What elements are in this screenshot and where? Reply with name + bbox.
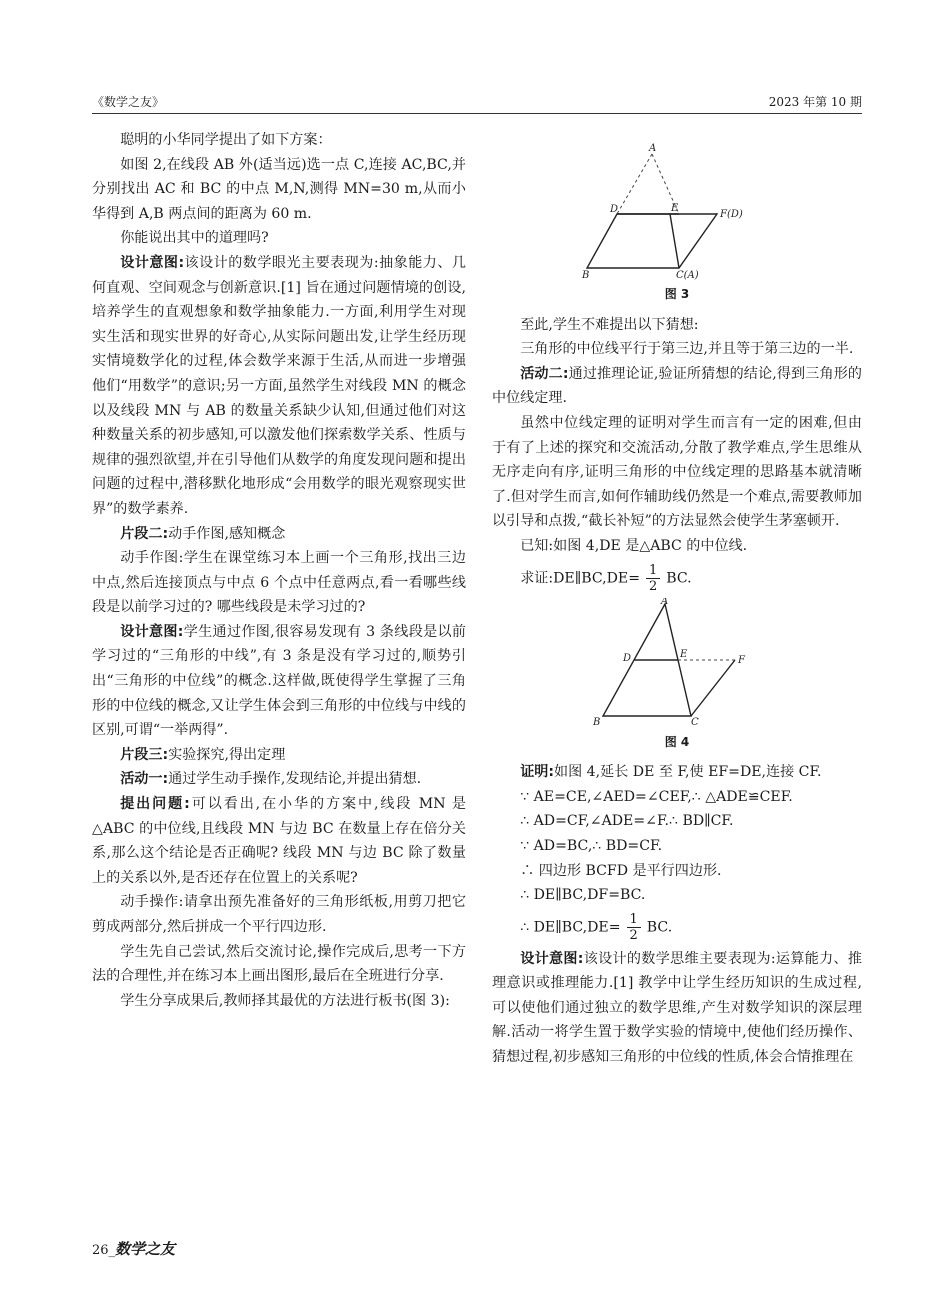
paragraph: 聪明的小华同学提出了如下方案：	[120, 132, 332, 148]
paragraph: 至此,学生不难提出以下猜想:	[520, 316, 699, 333]
figure-4-caption: 图 4	[664, 734, 690, 749]
proof-step: ∴ AD=CF,∠ADE=∠F.∴ BD∥CF.	[520, 813, 734, 830]
proof-steps	[492, 785, 862, 908]
running-header	[92, 88, 862, 114]
figure-4	[587, 598, 767, 728]
paragraph: 设计意图:该设计的数学思维主要表现为:运算能力、推理意识或推理能力.[1] 教学中让学生经历知识的生成过程,可以使他们通过独立的数学思维,产生对数学知识的深层理解.活动一将学生置于数学实验的情境中,使他们经历操作、猜想过程,初步感知三角形的中位线的性质,体会合情推理在	[492, 950, 863, 1066]
prove-statement: 求证:DE∥BC,DE= $\frac{1}{2}$ BC.	[520, 562, 692, 594]
label-e: E	[671, 203, 679, 214]
label-d: D	[623, 652, 632, 664]
paragraph: 设计意图:该设计的数学眼光主要表现为:抽象能力、几何直观、空间观念与创新意识.[1] 旨在通过问题情境的创设,培养学生的直观想象和数学抽象能力.一方面,利用学生对现实生活和现实世界的好奇心,从实际问题出发,让学生经历现实情境数学化的过程,体会数学来源于生活,从而进一步增强他们“用数学”的意识;另一方面,虽然学生对线段 MN 的概念以及线段 MN 与 AB 的数量关系缺少认知,但通过他们对这种数量关系的初步感知,可以激发他们探索数学关系、性质与规律的强烈欲望,并在引导他们从数学的角度发现问题和提出问题的过程中,潜移默化地形成“会用数学的眼光观察现实世界”的数学素养.	[92, 254, 466, 517]
label-b: B	[593, 716, 601, 728]
footer-magazine: 数学之友	[115, 1240, 176, 1258]
paragraph: 虽然中位线定理的证明对学生而言有一定的困难,但由于有了上述的探究和交流活动,分散了教学难点,学生思维从无序走向有序,证明三角形的中位线定理的思路基本就清晰了.但对学生而言,如何作辅助线仍然是一个难点,需要教师加以引导和点拨,“截长补短”的方法显然会使学生茅塞顿开.	[492, 414, 862, 530]
conclusion: ∴ DE∥BC,DE= $\frac{1}{2}$ BC.	[520, 911, 673, 943]
section-heading: 片段二:动手作图,感知概念	[120, 525, 286, 542]
page-number: 26	[92, 1243, 109, 1258]
proof-step: ∴ 四边形 BCFD 是平行四边形.	[520, 862, 722, 879]
proof-intro: 证明:如图 4,延长 DE 至 F,使 EF=DE,连接 CF.	[520, 764, 822, 781]
paragraph: 活动一:通过学生动手操作,发现结论,并提出猜想.	[120, 771, 422, 788]
label-f: F	[738, 654, 745, 666]
proof-step: ∵ AD=BC,∴ BD=CF.	[520, 837, 663, 854]
label-b: B	[582, 270, 590, 280]
paragraph: 动手操作:请拿出预先准备好的三角形纸板,用剪刀把它剪成两部分,然后拼成一个平行四边形.	[92, 894, 466, 935]
paragraph: 活动二:通过推理论证,验证所猜想的结论,得到三角形的中位线定理.	[492, 365, 862, 407]
label-e: E	[680, 648, 688, 660]
paragraph: 动手作图:学生在课堂练习本上画一个三角形,找出三边中点,然后连接顶点与中点 6 个点中任意两点,看一看哪些线段是以前学习过的? 哪些线段是未学习过的?	[92, 550, 466, 616]
paragraph: 学生分享成果后,教师择其最优的方法进行板书(图 3):	[120, 992, 450, 1009]
proof-step: ∵ AE=CE,∠AED=∠CEF,∴ △ADE≌CEF.	[520, 788, 793, 805]
paragraph: 已知:如图 4,DE 是△ABC 的中位线.	[520, 537, 748, 554]
page-footer: 26_数学之友	[92, 1240, 176, 1258]
label-a: A	[661, 597, 669, 607]
proof-step: ∴ DE∥BC,DF=BC.	[520, 887, 646, 904]
paragraph: 设计意图:学生通过作图,很容易发现有 3 条线段是以前学习过的“三角形的中线”,有 3 条是没有学习过的,顺势引出“三角形的中位线”的概念.这样做,既使得学生掌握了三角形的中位线的概念,又让学生体会到三角形的中位线与中线的区别,可谓“一举两得”.	[92, 623, 467, 739]
journal-name: 《数学之友》	[92, 95, 165, 109]
paragraph: 三角形的中位线平行于第三边,并且等于第三边的一半.	[520, 341, 854, 358]
paragraph: 如图 2,在线段 AB 外(适当远)选一点 C,连接 AC,BC,并分别找出 AC 和 BC 的中点 M,N,测得 MN=30 m,从而小华得到 A,B 两点间的距离为 60 m.	[92, 156, 466, 222]
label-d: D	[610, 204, 619, 215]
paragraph: 你能说出其中的道理吗?	[120, 230, 269, 247]
figure-3-caption: 图 3	[664, 287, 690, 301]
paragraph: 提出问题:可以看出,在小华的方案中,线段 MN 是△ABC 的中位线,且线段 MN 与边 BC 在数量上存在倍分关系,那么这个结论是否正确呢? 线段 MN 与边 BC 除了数量上的关系以外,是否还存在位置上的关系呢?	[92, 796, 467, 886]
section-heading: 片段三:实验探究,得出定理	[120, 746, 286, 763]
left-column	[92, 128, 466, 1013]
paragraph: 学生先自己尝试,然后交流讨论,操作完成后,思考一下方法的合理性,并在练习本上画出图形,最后在全班进行分享.	[92, 943, 466, 985]
label-f: F(D)	[720, 209, 743, 220]
label-c: C	[691, 716, 699, 728]
figure-3	[577, 140, 777, 280]
issue-label: 2023 年第 10 期	[768, 95, 862, 109]
label-a: A	[649, 143, 657, 154]
right-column	[492, 140, 862, 1070]
label-c: C(A)	[676, 270, 699, 280]
